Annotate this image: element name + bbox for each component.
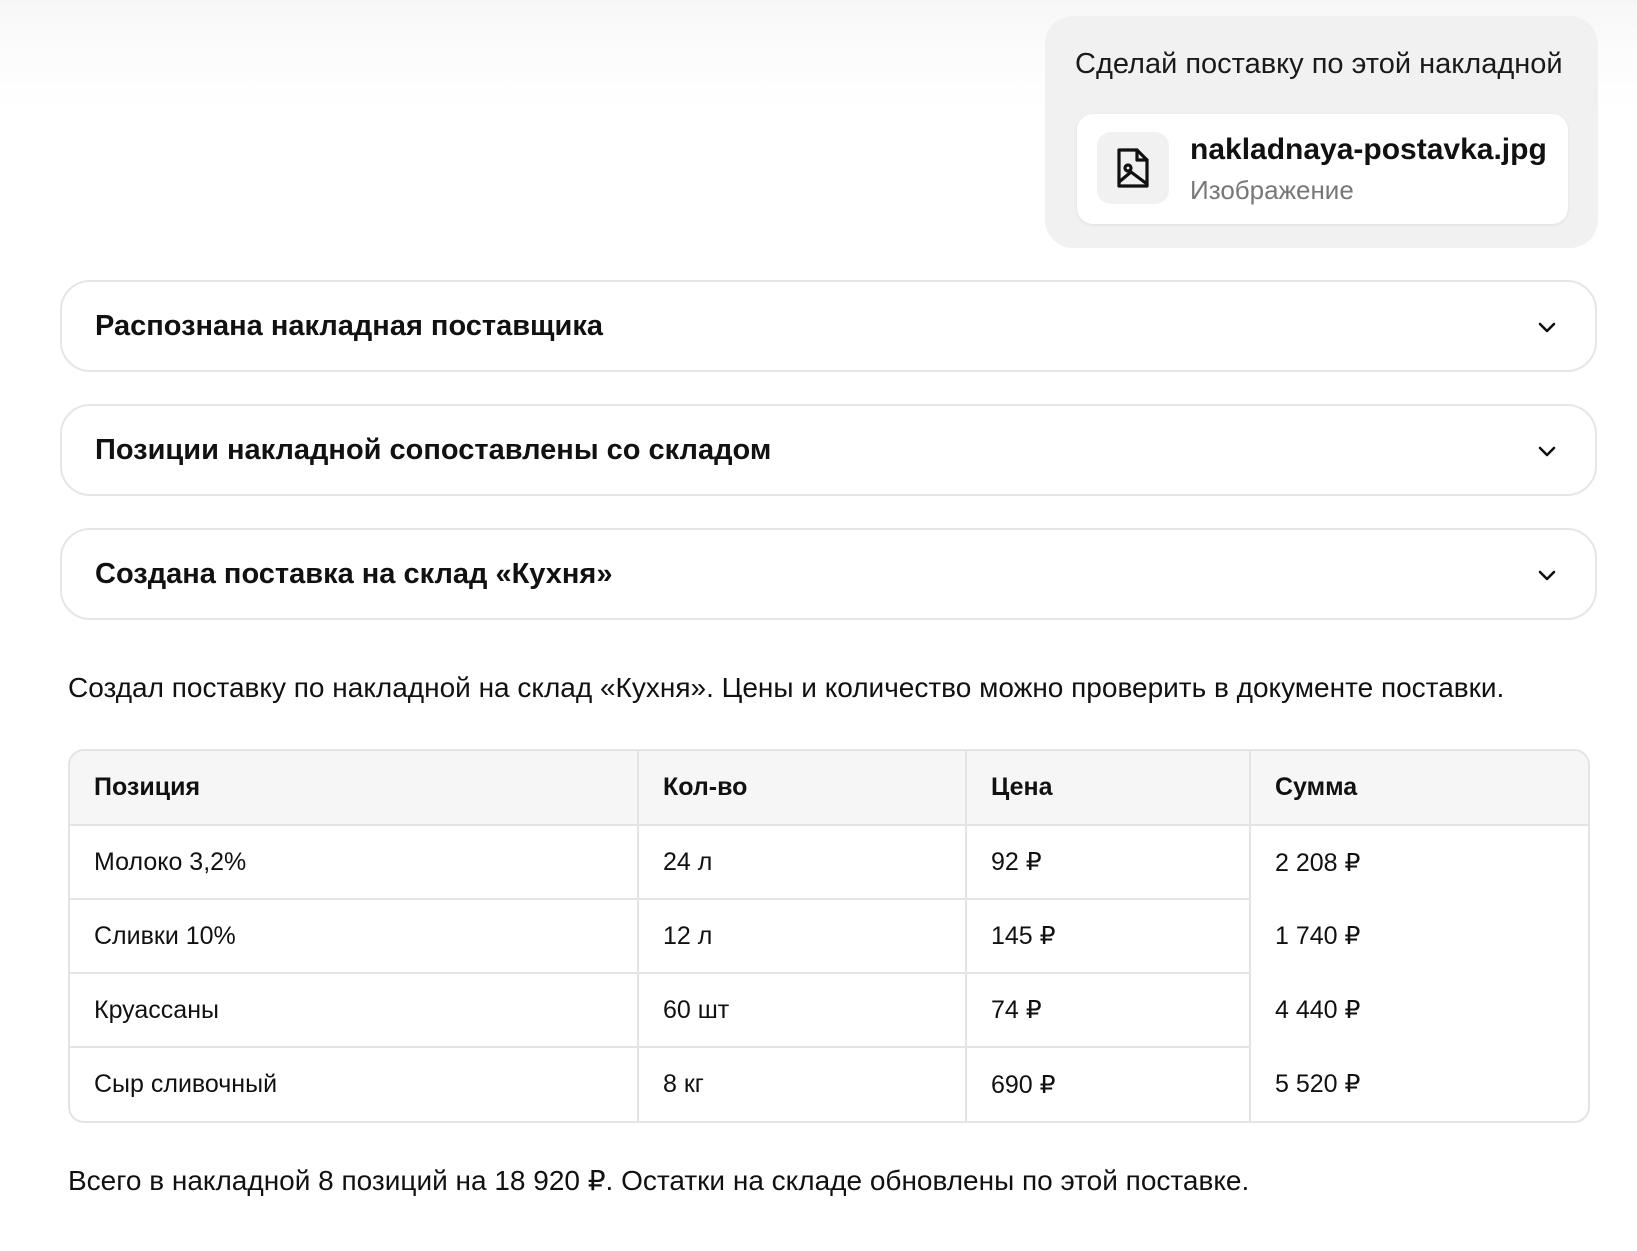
step-label: Позиции накладной сопоставлены со складом: [95, 434, 772, 466]
cell-sum: 4 440 ₽: [1275, 996, 1361, 1024]
column-header: Позиция: [70, 751, 638, 825]
chevron-down-icon: [1535, 563, 1559, 587]
response-intro: Создал поставку по накладной на склад «Кухня». Цены и количество можно проверить в документе поставки.: [68, 672, 1505, 703]
cell-position: Сыр сливочный: [70, 1047, 638, 1121]
cell-quantity: 60 шт: [638, 973, 966, 1047]
cell-price: 690 ₽: [966, 1047, 1250, 1121]
cell-quantity: 24 л: [638, 825, 966, 899]
cell-position: Молоко 3,2%: [70, 825, 638, 899]
column-header: Сумма: [1250, 751, 1590, 825]
cell-position: Круассаны: [70, 973, 638, 1047]
step-recognized-invoice[interactable]: [60, 280, 1597, 372]
cell-sum: 1 740 ₽: [1275, 922, 1361, 950]
attachment-card[interactable]: [1077, 114, 1568, 224]
user-message-bubble: [1045, 16, 1598, 248]
step-created-delivery[interactable]: [60, 528, 1597, 620]
step-matched-positions[interactable]: [60, 404, 1597, 496]
user-message-text: Сделай поставку по этой накладной: [1075, 48, 1563, 80]
file-image-icon: [1097, 132, 1169, 204]
cell-price: 74 ₽: [966, 973, 1250, 1047]
cell-sum: 5 520 ₽: [1275, 1070, 1361, 1098]
response-summary: Всего в накладной 8 позиций на 18 920 ₽. Остатки на складе обновлены по этой поставке.: [68, 1165, 1250, 1196]
cell-quantity: 8 кг: [638, 1047, 966, 1121]
column-header: Цена: [966, 751, 1250, 825]
table-header-row: [70, 751, 1590, 825]
cell-quantity: 12 л: [638, 899, 966, 973]
delivery-table: [68, 749, 1590, 1123]
attachment-type: Изображение: [1190, 175, 1354, 205]
table-row: [70, 825, 1590, 899]
chevron-down-icon: [1535, 315, 1559, 339]
step-label: Создана поставка на склад «Кухня»: [95, 558, 613, 590]
step-label: Распознана накладная поставщика: [95, 310, 603, 342]
chevron-down-icon: [1535, 439, 1559, 463]
table-row: [70, 1047, 1590, 1121]
cell-position: Сливки 10%: [70, 899, 638, 973]
table-row: [70, 973, 1590, 1047]
cell-sum: 2 208 ₽: [1275, 848, 1361, 877]
table-row: [70, 899, 1590, 973]
column-header: Кол-во: [638, 751, 966, 825]
cell-price: 145 ₽: [966, 899, 1250, 973]
cell-price: 92 ₽: [966, 825, 1250, 899]
attachment-name: nakladnaya-postavka.jpg: [1190, 133, 1547, 166]
